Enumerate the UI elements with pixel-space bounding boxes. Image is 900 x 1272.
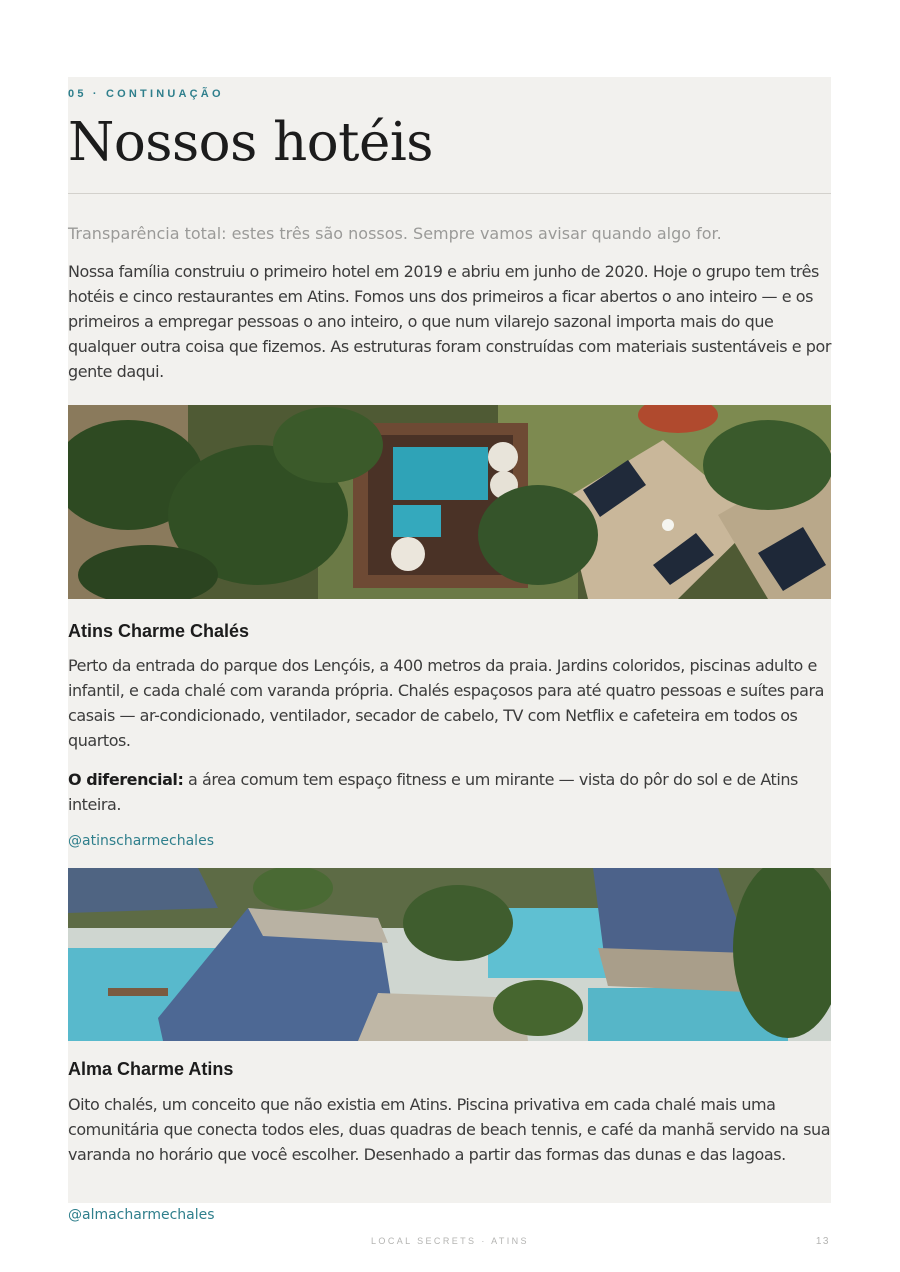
footer-label: LOCAL SECRETS · ATINS <box>371 1236 529 1246</box>
hotel-2-instagram-link[interactable]: @almacharmechales <box>68 1207 215 1223</box>
intro-lead: Transparência total: estes três são nossos. Sempre vamos avisar quando algo for. <box>68 224 722 243</box>
page-number: 13 <box>815 1236 830 1247</box>
atins-charme-chales-photo <box>68 405 831 599</box>
page-title: Nossos hotéis <box>68 112 433 173</box>
hotel-1-description: Perto da entrada do parque dos Lençóis, a 400 metros da praia. Jardins coloridos, piscinas adulto e infantil, e cada chalé com varanda própria. Chalés espaçosos para até quatro pessoas e suítes para casais — ar-condicionado, ventilador, secador de cabelo, TV com Netflix e cafeteira em todos os quartos. <box>68 656 824 750</box>
hotel-1-instagram-link[interactable]: @atinscharmechales <box>68 833 214 849</box>
hotel-1-highlight <box>68 767 831 817</box>
hotel-1-name: Atins Charme Chalés <box>68 621 250 641</box>
alma-charme-atins-photo <box>68 868 831 1041</box>
section-eyebrow: 05 · CONTINUAÇÃO <box>68 88 224 100</box>
intro-body: Nossa família construiu o primeiro hotel em 2019 e abriu em junho de 2020. Hoje o grupo tem três hotéis e cinco restaurantes em Atins. Fomos uns dos primeiros a ficar abertos o ano inteiro — e os primeiros a empregar pessoas o ano inteiro, o que num vilarejo sazonal importa mais do que qualquer outra coisa que fizemos. As estruturas foram construídas com materiais sustentáveis e por gente daqui. <box>68 262 831 381</box>
title-divider <box>68 193 831 194</box>
hotel-2-name: Alma Charme Atins <box>68 1059 234 1079</box>
highlight-text: a área comum tem espaço fitness e um mirante — vista do pôr do sol e de Atins inteira. <box>68 770 798 814</box>
hotel-2-description: Oito chalés, um conceito que não existia em Atins. Piscina privativa em cada chalé mais uma comunitária que conecta todos eles, duas quadras de beach tennis, e café da manhã servido na sua varanda no horário que você escolher. Desenhado a partir das formas das dunas e das lagoas. <box>68 1095 831 1164</box>
highlight-label: O diferencial: <box>68 770 184 789</box>
